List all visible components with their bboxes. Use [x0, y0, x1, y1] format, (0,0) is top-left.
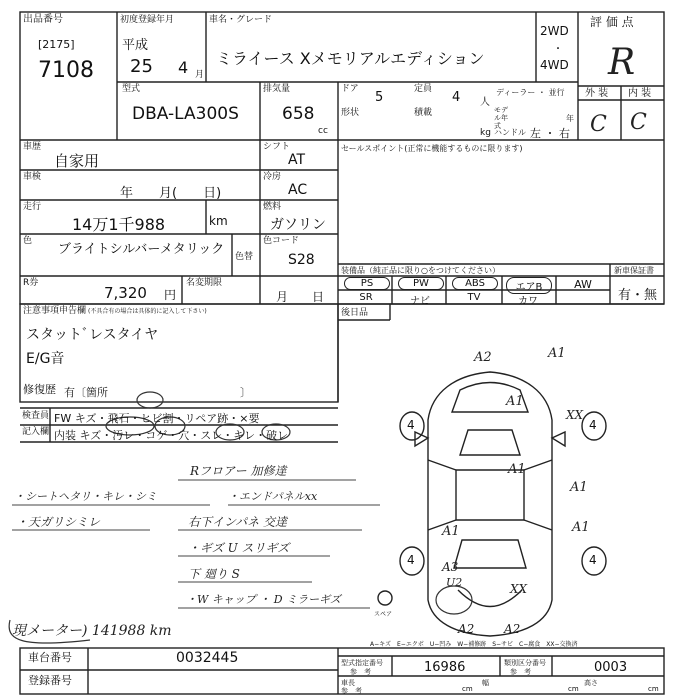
ac-value: AC — [288, 182, 308, 198]
equip-tv: TV — [467, 292, 481, 303]
notes-line1: スタットﾞレスタイヤ — [26, 327, 159, 343]
equip-sr: SR — [359, 292, 373, 303]
type-label: 型式 — [122, 84, 141, 94]
warranty-label: 新車保証書 — [614, 266, 654, 275]
color-change-label: 色替 — [235, 252, 254, 262]
cap-value: 4 — [452, 90, 461, 105]
hw-note-3: ・エンドパネルxx — [228, 490, 318, 503]
name-change-label: 名変期限 — [186, 278, 223, 288]
width-label: 幅 — [482, 679, 489, 687]
mileage-unit: km — [209, 214, 228, 228]
drive-4wd: 4WD — [540, 58, 569, 72]
shift-label: シフト — [263, 142, 291, 152]
notes-small: (不具合有の場合は具体的に記入して下さい) — [88, 308, 207, 315]
mark-trunk-xx: XX — [510, 582, 528, 596]
hood — [460, 430, 520, 455]
warranty-value: 有・無 — [618, 288, 658, 303]
lot-sub: [2175] — [38, 38, 75, 51]
hw-note-8: ・W キャップ ・ D ミラーギズ — [186, 593, 341, 606]
hw-note-4: ・天ガリシミレ — [16, 515, 101, 529]
mark-bumper-a2-left: A2 — [458, 622, 475, 636]
inspector-label1: 検査員 — [22, 411, 50, 421]
rear-window — [454, 540, 526, 568]
reg-month-unit: 月 — [195, 70, 205, 80]
shift-value: AT — [288, 152, 306, 168]
width-unit: cm — [568, 685, 579, 693]
chassis-value: 0032445 — [176, 650, 239, 666]
type-num-value: 16986 — [424, 660, 466, 675]
drive-2wd: 2WD — [540, 24, 569, 38]
hw-note-6: ・ギズ U スリギズ — [188, 541, 290, 555]
model-year-unit: 年 — [566, 114, 574, 123]
mileage-value: 14万1千988 — [72, 215, 166, 234]
color-value: ブライトシルバーメタリック — [58, 242, 225, 257]
int-grade: C — [630, 110, 647, 135]
hw-note-7: 下 廻り S — [188, 567, 240, 581]
inspector-fw-row: FW キズ・飛石・ヒビ割・リペア跡・×要 — [54, 412, 260, 425]
hw-note-1: Rフロアー 加修達 — [190, 464, 287, 478]
model-name: ミライース Xメモリアルエディション — [216, 49, 485, 68]
class-ref: 参 考 — [510, 668, 531, 676]
equip-navi: ナビ — [410, 296, 430, 307]
length-ref: 参 考 — [341, 687, 362, 695]
mark-rear-left-a3: A3 — [442, 560, 459, 574]
mark-door-right-a1: A1 — [570, 480, 588, 495]
color-code-value: S28 — [288, 252, 315, 268]
cc-unit: cc — [318, 126, 328, 136]
cc-value: 658 — [282, 104, 315, 124]
equip-airbag: エアB — [506, 277, 552, 294]
mileage-label: 走行 — [23, 202, 42, 212]
int-label: 内 装 — [628, 88, 652, 99]
history-label: 車歴 — [23, 142, 42, 152]
type-num-ref: 参 考 — [350, 668, 371, 676]
rcost-unit: 円 — [164, 288, 177, 302]
notes-label: 注意事項申告欄 — [23, 306, 87, 316]
dealer-option: ディーラー ・ 並行 — [496, 88, 565, 97]
type-value: DBA-LA300S — [132, 104, 239, 124]
hw-note-5: 右下インパネ 交達 — [188, 515, 287, 529]
history-value: 自家用 — [54, 152, 100, 170]
name-label: 車名・グレード — [209, 15, 273, 25]
model-year-label: モデル年式 — [494, 106, 508, 130]
tire-fr-value: 4 — [589, 418, 597, 432]
inspector-int-row: 内装 キズ・汚レ・コゲ・穴・スレ・キレ・破レ — [54, 429, 289, 442]
cap-unit: 人 — [480, 97, 490, 108]
reg-month: 4 — [178, 58, 189, 77]
repair-value: 有〔箇所 〕 — [64, 386, 251, 399]
door-label: ドア — [341, 84, 359, 94]
equip-ps: PS — [344, 277, 390, 290]
mark-rear-left-u2: U2 — [446, 576, 463, 589]
ac-label: 冷房 — [263, 172, 282, 182]
fuel-label: 燃料 — [263, 202, 282, 212]
color-label: 色 — [23, 236, 33, 246]
notes-line2: E/G音 — [26, 351, 65, 367]
tire-fl-value: 4 — [407, 418, 415, 432]
color-code-label: 色コード — [263, 236, 300, 246]
mark-bumper-a2-right: A2 — [504, 622, 521, 636]
hw-meter: 現メーター) 141988 km — [12, 623, 172, 639]
mark-door-left-a1: A1 — [442, 524, 460, 539]
load-label: 積載 — [414, 108, 433, 118]
mark-front-a1: A1 — [548, 346, 566, 361]
equipment-label: 装備品（純正品に限り○をつけてください） — [341, 266, 500, 275]
lot-number: 7108 — [38, 58, 94, 83]
equip-pw: PW — [398, 277, 444, 290]
shaken-value: 年 月( 日) — [120, 186, 222, 201]
rear-label: 後日品 — [341, 308, 369, 318]
lot-label: 出品番号 — [23, 14, 63, 25]
handle-value: 左 ・ 右 — [530, 127, 570, 140]
ext-label: 外 装 — [585, 88, 609, 99]
mark-front-a2: A2 — [474, 350, 492, 365]
length-label: 車長 — [341, 679, 355, 687]
height-unit: cm — [648, 685, 659, 693]
drive-dot: ・ — [553, 44, 563, 55]
repair-label: 修復歴 — [23, 383, 56, 396]
reg-era: 平成 — [122, 38, 149, 53]
class-value: 0003 — [594, 660, 628, 675]
mark-fender-xx: XX — [566, 408, 584, 422]
roof-panel — [456, 470, 524, 520]
tire-rr-value: 4 — [589, 553, 597, 567]
reg-number-label: 登録番号 — [28, 674, 72, 687]
cc-label: 排気量 — [263, 84, 291, 94]
mark-hood-a1: A1 — [506, 394, 524, 409]
inspector-label2: 記入欄 — [22, 427, 50, 437]
type-num-label: 型式指定番号 — [341, 659, 383, 667]
door-value: 5 — [375, 90, 384, 105]
equip-leather: カワ — [518, 296, 538, 307]
height-label: 高さ — [584, 679, 598, 687]
grade-value: R — [608, 42, 636, 83]
equip-aw: AW — [574, 278, 592, 291]
rcost-value: 7,320 — [104, 284, 147, 302]
spare-label: スペア — [374, 611, 393, 618]
hw-note-2: ・シートヘタリ・キレ・シミ — [14, 490, 157, 503]
shape-label: 形状 — [341, 108, 360, 118]
damage-legend: A−キズ E−エクボ U−凹み W−補修跡 S−サビ C−腐食 XX−交換済 — [370, 641, 578, 648]
ext-grade: C — [590, 112, 607, 137]
grade-label: 評 価 点 — [590, 15, 634, 29]
class-label: 類別区分番号 — [504, 659, 546, 667]
sales-point-label: セールスポイント(正常に機能するものに限ります) — [341, 144, 523, 153]
mark-roof-a1: A1 — [508, 462, 526, 477]
reg-year: 25 — [130, 56, 153, 77]
reg-label: 初度登録年月 — [120, 15, 175, 25]
fuel-value: ガソリン — [270, 217, 326, 233]
load-unit: kg — [480, 128, 491, 138]
rcost-label: R券 — [23, 278, 39, 288]
chassis-label: 車台番号 — [28, 651, 72, 664]
mark-rear-right-a1: A1 — [572, 520, 590, 535]
handle-label: ハンドル — [494, 128, 526, 137]
length-unit: cm — [462, 685, 473, 693]
cap-label: 定員 — [414, 84, 433, 94]
name-change-value: 月 日 — [276, 290, 325, 304]
shaken-label: 車検 — [23, 172, 42, 182]
tire-rl-value: 4 — [407, 553, 415, 567]
spare-tire — [378, 591, 392, 605]
equip-abs: ABS — [452, 277, 498, 290]
